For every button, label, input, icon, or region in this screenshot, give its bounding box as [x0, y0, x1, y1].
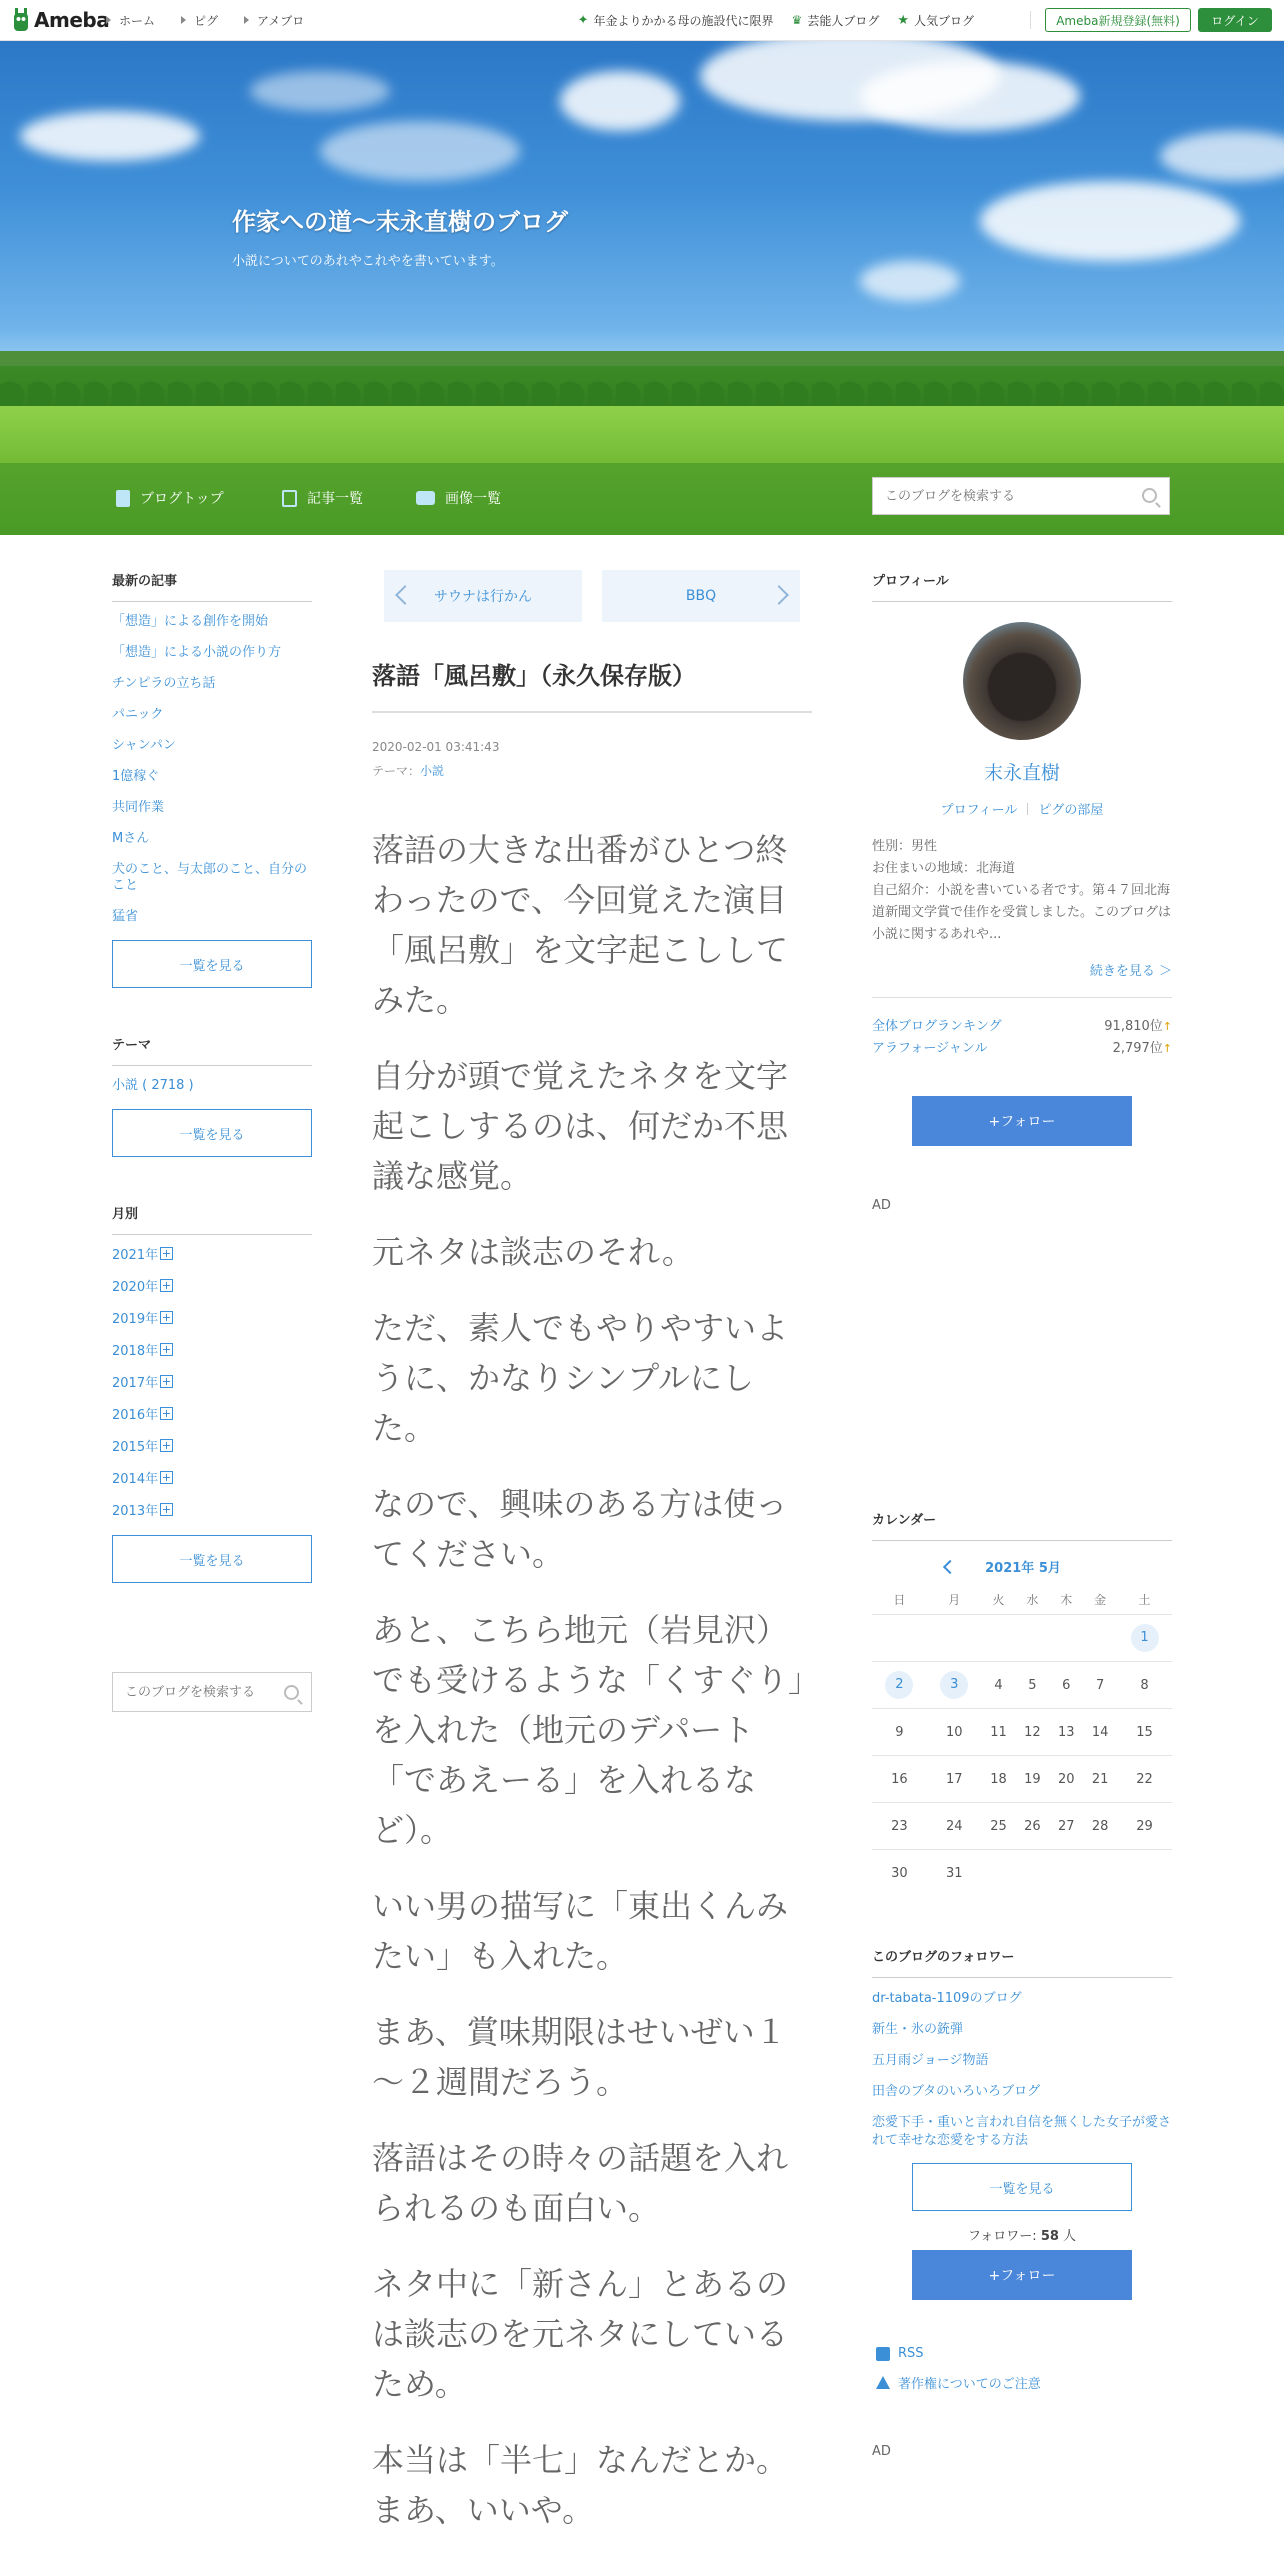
list-item[interactable]	[112, 1407, 312, 1424]
ranking-row	[872, 1016, 1172, 1038]
nav-pigg[interactable]	[181, 12, 218, 29]
calendar-day-link[interactable]: 1	[1131, 1624, 1159, 1652]
expand-icon[interactable]	[160, 1247, 173, 1260]
calendar-week	[872, 1615, 1172, 1662]
calendar-weekday: 水	[1026, 1592, 1039, 1607]
blog-description: 小説についてのあれやこれやを書いています。	[232, 254, 504, 269]
calendar-day: 26	[1016, 1803, 1050, 1850]
right-sidebar	[872, 570, 1172, 2459]
global-header	[0, 0, 1284, 41]
month-label: 2017年	[112, 1376, 159, 1391]
profile-gender: 性別：男性	[872, 839, 938, 854]
ameba-mascot-icon	[12, 7, 30, 33]
list-item[interactable]: 「想造」による創作を開始	[112, 614, 269, 629]
calendar-day: 15	[1117, 1709, 1172, 1756]
article-paragraph: あと、こちら地元（岩見沢）でも受けるような「くすぐり」を入れた（地元のデパート「であえーる」を入れるなど）。	[372, 1611, 805, 1849]
calendar-day: 12	[1016, 1709, 1050, 1756]
footer-links	[872, 2346, 1172, 2392]
calendar-table	[872, 1584, 1172, 1896]
arrow-up-icon: ↑	[1162, 1020, 1172, 1033]
follow-button[interactable]: +フォロー	[912, 2250, 1132, 2300]
calendar-day	[1083, 1850, 1117, 1897]
list-item[interactable]	[112, 1439, 312, 1456]
profile-title: プロフィール	[872, 570, 1172, 602]
ranking-link[interactable]: 全体ブログランキング	[872, 1019, 1002, 1034]
nav-label: 記事一覧	[307, 491, 363, 507]
calendar-month	[872, 1557, 1172, 1576]
followers-title: このブログのフォロワー	[872, 1946, 1172, 1978]
theme-list	[112, 1078, 312, 1094]
global-nav	[106, 0, 304, 40]
cloud-decoration	[860, 61, 1080, 131]
calendar-day	[1049, 1615, 1083, 1662]
nav-label: ブログトップ	[140, 491, 224, 507]
nav-label: 画像一覧	[445, 491, 501, 507]
calendar-week	[872, 1662, 1172, 1709]
arrow-right-icon	[106, 16, 111, 24]
divider	[1027, 803, 1028, 815]
calendar-day: 31	[927, 1850, 982, 1897]
cloud-decoration	[320, 121, 520, 181]
sparkle-icon: ✦	[577, 12, 589, 28]
promo-link-label: 芸能人ブログ	[807, 13, 880, 28]
calendar-day: 24	[927, 1803, 982, 1850]
calendar-day: 18	[982, 1756, 1016, 1803]
calendar-day	[1117, 1850, 1172, 1897]
warning-icon	[876, 2376, 890, 2389]
calendar-day-link[interactable]: 2	[885, 1671, 913, 1699]
rss-link[interactable]	[876, 2346, 1172, 2361]
ranking-link[interactable]: アラフォージャンル	[872, 1041, 988, 1056]
ameba-logo[interactable]	[12, 6, 109, 34]
article-paragraph: 落語はその時々の話題を入れられるのも面白い。	[372, 2139, 789, 2227]
ranking-row	[872, 1038, 1172, 1060]
calendar-day: 5	[1016, 1662, 1050, 1709]
expand-icon[interactable]	[160, 1439, 173, 1452]
nav-ameblo[interactable]	[244, 12, 304, 29]
ranking-number: 91,810位	[1104, 1019, 1163, 1034]
calendar-day: 4	[982, 1662, 1016, 1709]
expand-icon[interactable]	[160, 1343, 173, 1356]
calendar-week	[872, 1850, 1172, 1897]
profile-info	[872, 836, 1172, 946]
prev-article-button[interactable]	[384, 570, 582, 622]
arrow-up-icon: ↑	[1162, 1042, 1172, 1055]
article-paragraph: なので、興味のある方は使ってください。	[372, 1485, 788, 1573]
calendar-day	[872, 1615, 927, 1662]
list-item[interactable]: 五月雨ジョージ物語	[872, 2053, 989, 2068]
cloud-decoration	[860, 261, 960, 301]
promo-link-popular[interactable]	[897, 12, 974, 29]
list-item[interactable]: 恋愛下手・重いと言われ自信を無くした女子が愛されて幸せな恋愛をする方法	[872, 2115, 1172, 2148]
chevron-left-icon[interactable]	[943, 1559, 957, 1573]
list-item[interactable]	[112, 1247, 312, 1264]
prev-article-label: サウナは行かん	[434, 589, 532, 605]
chevron-right-icon	[769, 585, 789, 605]
article-title[interactable]: 落語「風呂敷」（永久保存版）	[372, 656, 812, 713]
nav-label: アメブロ	[257, 13, 305, 28]
cloud-decoration	[560, 71, 680, 131]
article-meta	[372, 735, 812, 783]
calendar-week	[872, 1803, 1172, 1850]
article-paragraph: 元ネタは談志のそれ。	[372, 1233, 694, 1271]
calendar-day	[1016, 1850, 1050, 1897]
list-item[interactable]: dr-tabata-1109のブログ	[872, 1991, 1022, 2006]
list-item[interactable]	[112, 1279, 312, 1296]
cloud-decoration	[20, 111, 200, 161]
list-item[interactable]: 田舎のブタのいろいろブログ	[872, 2084, 1041, 2099]
monthly-see-all-button[interactable]: 一覧を見る	[112, 1535, 312, 1583]
nav-article-list[interactable]	[282, 485, 363, 511]
star-icon: ★	[897, 12, 909, 28]
next-article-label: BBQ	[685, 588, 717, 604]
article	[372, 570, 812, 2561]
calendar-weekday: 土	[1138, 1592, 1151, 1607]
calendar-day	[982, 1615, 1016, 1662]
expand-icon[interactable]	[160, 1407, 173, 1420]
calendar-day	[1083, 1615, 1117, 1662]
rss-icon	[876, 2347, 890, 2361]
profile-name[interactable]: 末永直樹	[983, 762, 1060, 784]
list-item[interactable]	[112, 1375, 312, 1392]
profile-links	[872, 799, 1172, 818]
nav-home[interactable]	[106, 12, 155, 29]
calendar-day: 10	[927, 1709, 982, 1756]
cloud-decoration	[980, 181, 1240, 261]
calendar-day-link[interactable]: 3	[940, 1671, 968, 1699]
rss-label: RSS	[898, 2346, 924, 2361]
month-label: 2015年	[112, 1440, 159, 1455]
calendar-week	[872, 1756, 1172, 1803]
month-label: 2016年	[112, 1408, 159, 1423]
calendar-day: 17	[927, 1756, 982, 1803]
calendar-weekday: 木	[1060, 1592, 1073, 1607]
month-label: 2021年	[112, 1248, 159, 1263]
follower-count	[872, 2225, 1172, 2244]
ranking-number: 2,797位	[1112, 1041, 1163, 1056]
blog-search	[872, 477, 1170, 515]
calendar-day: 19	[1016, 1756, 1050, 1803]
divider	[1030, 11, 1031, 29]
copy-icon	[282, 490, 297, 507]
arrow-right-icon	[244, 16, 249, 24]
list-item[interactable]	[112, 1343, 312, 1360]
list-item[interactable]: 犬のこと、与太郎のこと、自分のこと	[112, 862, 308, 893]
calendar-weekdays	[872, 1584, 1172, 1615]
list-item[interactable]	[112, 1311, 312, 1328]
calendar-day: 22	[1117, 1756, 1172, 1803]
article-paragraph: まあ、賞味期限はせいぜい１～２週間だろう。	[372, 2013, 787, 2101]
follower-label: フォロワー:	[967, 2229, 1037, 2244]
nav-blog-top[interactable]	[116, 485, 224, 511]
nav-label: ピグ	[194, 13, 219, 28]
calendar-day	[1049, 1850, 1083, 1897]
calendar-day: 9	[872, 1709, 927, 1756]
logo-text: Ameba	[34, 8, 110, 32]
month-label: 2018年	[112, 1344, 159, 1359]
article-paragraph: ネタ中に「新さん」とあるのは談志のを元ネタにしているため。	[372, 2265, 789, 2403]
list-item[interactable]: 共同作業	[112, 800, 165, 815]
follower-number: 58	[1040, 2229, 1059, 2244]
list-item[interactable]: 新生・氷の銃弾	[872, 2022, 964, 2037]
search-icon[interactable]	[284, 1685, 299, 1700]
ranking-value	[1113, 1038, 1172, 1060]
list-item[interactable]: Mさん	[112, 831, 150, 846]
calendar-day	[927, 1615, 982, 1662]
calendar-day: 14	[1083, 1709, 1117, 1756]
calendar-days	[872, 1615, 1172, 1897]
expand-icon[interactable]	[160, 1375, 173, 1388]
cloud-decoration	[250, 71, 390, 111]
avatar[interactable]	[963, 622, 1081, 740]
calendar-weekday: 月	[948, 1592, 961, 1607]
calendar-day: 27	[1049, 1803, 1083, 1850]
ranking-value	[1104, 1016, 1172, 1038]
calendar-day: 8	[1117, 1662, 1172, 1709]
chevron-left-icon	[395, 585, 415, 605]
list-item[interactable]	[112, 1471, 312, 1488]
follow-button[interactable]: +フォロー	[912, 1096, 1132, 1146]
calendar-day: 28	[1083, 1803, 1117, 1850]
promo-link-label: 年金よりかかる母の施設代に限界	[593, 13, 774, 28]
article-body	[372, 825, 812, 2535]
followers-see-all-button[interactable]: 一覧を見る	[912, 2163, 1132, 2211]
list-item[interactable]: 1億稼ぐ	[112, 769, 160, 784]
article-paragraph: 落語の大きな出番がひとつ終わったので、今回覚えた演目「風呂敷」を文字起こししてみた。	[372, 831, 789, 1019]
recent-articles-title: 最新の記事	[112, 570, 312, 602]
calendar-day: 7	[1083, 1662, 1117, 1709]
promo-link-article[interactable]	[578, 12, 774, 29]
calendar-day[interactable]	[1117, 1615, 1172, 1662]
article-paragraph: 本当は「半七」なんだとか。まあ、いいや。	[372, 2441, 789, 2529]
login-button[interactable]: ログイン	[1198, 8, 1272, 32]
divider	[872, 997, 1172, 998]
calendar-day	[982, 1850, 1016, 1897]
month-label: 2013年	[112, 1504, 159, 1519]
ad-label: AD	[872, 1198, 891, 1213]
theme-title: テーマ	[112, 1034, 312, 1066]
monthly-list	[112, 1247, 312, 1520]
left-sidebar	[112, 570, 312, 1583]
theme-see-all-button[interactable]: 一覧を見る	[112, 1109, 312, 1157]
calendar-day: 25	[982, 1803, 1016, 1850]
recent-see-all-button[interactable]: 一覧を見る	[112, 940, 312, 988]
list-item[interactable]: チンピラの立ち話	[112, 676, 216, 691]
arrow-right-icon	[181, 16, 186, 24]
copyright-label: 著作権についてのご注意	[898, 2377, 1041, 2392]
calendar-day: 20	[1049, 1756, 1083, 1803]
calendar-day: 6	[1049, 1662, 1083, 1709]
article-pager	[384, 570, 812, 622]
crown-icon: ♛	[791, 13, 803, 27]
theme-label: テーマ：	[372, 764, 421, 778]
promo-link-label: 人気ブログ	[913, 13, 974, 28]
calendar-day: 16	[872, 1756, 927, 1803]
sidebar-search-input[interactable]	[123, 1673, 287, 1711]
calendar-day[interactable]	[872, 1662, 927, 1709]
list-item[interactable]: 「想造」による小説の作り方	[112, 645, 282, 660]
calendar-week	[872, 1709, 1172, 1756]
list-item[interactable]: 小説 ( 2718 )	[112, 1078, 194, 1093]
calendar-weekday: 金	[1094, 1592, 1107, 1607]
promo-link-celebrity[interactable]	[792, 12, 880, 29]
expand-icon[interactable]	[160, 1279, 173, 1292]
cloud-decoration	[1160, 131, 1284, 181]
next-article-button[interactable]	[602, 570, 800, 622]
list-item[interactable]: シャンパン	[112, 738, 176, 753]
list-item[interactable]	[112, 1503, 312, 1520]
recent-articles-list	[112, 614, 312, 925]
promo-links	[578, 0, 974, 40]
profile-region: お住まいの地域：北海道	[872, 861, 1016, 876]
expand-icon[interactable]	[160, 1311, 173, 1324]
article-paragraph: いい男の描写に「東出くんみたい」も入れた。	[372, 1887, 789, 1975]
calendar-weekday: 日	[893, 1592, 906, 1607]
month-label: 2019年	[112, 1312, 159, 1327]
calendar-day: 13	[1049, 1709, 1083, 1756]
profile-more-link[interactable]: 続きを見る ＞	[1089, 964, 1172, 979]
article-paragraph: ただ、素人でもやりやすいように、かなりシンプルにした。	[372, 1309, 789, 1447]
calendar-day: 30	[872, 1850, 927, 1897]
document-icon	[116, 490, 130, 507]
article-paragraph: 自分が頭で覚えたネタを文字起こしするのは、何だか不思議な感覚。	[372, 1057, 789, 1195]
follower-unit: 人	[1063, 2229, 1077, 2244]
month-label: 2020年	[112, 1280, 159, 1295]
ad-label: AD	[872, 2444, 891, 2459]
calendar-day: 29	[1117, 1803, 1172, 1850]
sidebar-search	[112, 1672, 312, 1712]
expand-icon[interactable]	[160, 1471, 173, 1484]
camera-icon	[416, 491, 435, 505]
list-item[interactable]: パニック	[112, 707, 164, 722]
article-date: 2020-02-01 03:41:43	[372, 740, 500, 754]
month-label: 2014年	[112, 1472, 159, 1487]
followers-list	[872, 1990, 1172, 2150]
nav-label: ホーム	[119, 13, 156, 28]
calendar-day[interactable]	[927, 1662, 982, 1709]
list-item[interactable]: 猛省	[112, 909, 139, 924]
article-theme-link[interactable]: 小説	[420, 764, 445, 778]
calendar-day: 21	[1083, 1756, 1117, 1803]
blog-search-input[interactable]	[883, 478, 1117, 514]
article-theme	[372, 759, 812, 783]
profile-link[interactable]: プロフィール	[940, 803, 1018, 818]
profile-intro: 自己紹介：小説を書いている者です。第４７回北海道新聞文学賞で佳作を受賞しました。このブログは小説に関するあれや...	[872, 883, 1172, 942]
expand-icon[interactable]	[160, 1503, 173, 1516]
nav-image-list[interactable]	[416, 485, 501, 511]
pigg-room-link[interactable]: ピグの部屋	[1038, 803, 1104, 818]
register-button[interactable]: Ameba新規登録(無料)	[1045, 8, 1191, 32]
calendar-day	[1016, 1615, 1050, 1662]
blog-header	[0, 41, 1284, 535]
calendar-month-label: 2021年 5月	[985, 1561, 1061, 1576]
calendar-day: 11	[982, 1709, 1016, 1756]
blog-title[interactable]: 作家への道～末永直樹のブログ	[232, 208, 568, 236]
calendar-day: 23	[872, 1803, 927, 1850]
calendar-title: カレンダー	[872, 1509, 1172, 1541]
calendar-weekday: 火	[992, 1592, 1005, 1607]
monthly-title: 月別	[112, 1203, 312, 1235]
copyright-link[interactable]	[876, 2373, 1172, 2392]
search-icon[interactable]	[1142, 488, 1157, 503]
